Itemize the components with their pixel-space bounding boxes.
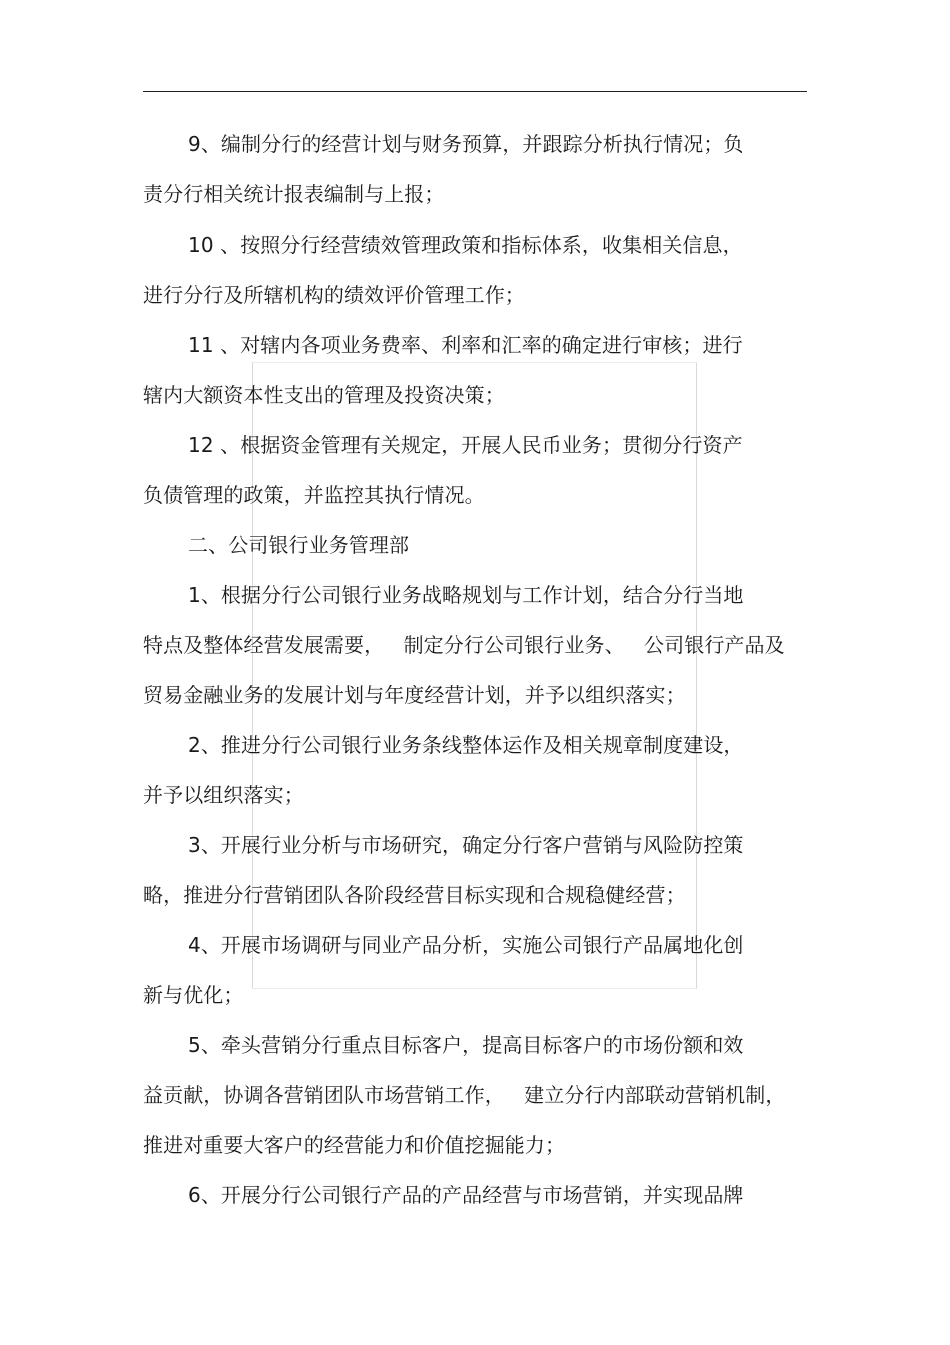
text-line: 进行分行及所辖机构的绩效评价管理工作； [143,283,525,307]
text-line: 辖内大额资本性支出的管理及投资决策； [143,383,505,407]
text-line: 责分行相关统计报表编制与上报； [143,182,445,206]
text-line: 10 、按照分行经营绩效管理政策和指标体系，收集相关信息， [188,233,743,257]
text-line: 12 、根据资金管理有关规定，开展人民币业务；贯彻分行资产 [188,433,743,457]
text-line: 2、推进分行公司银行业务条线整体运作及相关规章制度建设， [188,733,744,757]
text-line: 9、编制分行的经营计划与财务预算，并跟踪分析执行情况；负 [188,132,744,156]
section-heading: 二、公司银行业务管理部 [188,533,410,557]
text-line: 贸易金融业务的发展计划与年度经营计划，并予以组织落实； [143,683,686,707]
header-rule [143,91,807,92]
text-line: 益贡献，协调各营销团队市场营销工作， 建立分行内部联动营销机制， [143,1083,786,1107]
text-line: 11 、对辖内各项业务费率、利率和汇率的确定进行审核；进行 [188,333,743,357]
text-line: 略，推进分行营销团队各阶段经营目标实现和合规稳健经营； [143,883,686,907]
text-line: 4、开展市场调研与同业产品分析，实施公司银行产品属地化创 [188,933,744,957]
text-line: 特点及整体经营发展需要， 制定分行公司银行业务、 公司银行产品及 [143,633,785,657]
text-line: 6、开展分行公司银行产品的产品经营与市场营销，并实现品牌 [188,1183,744,1207]
text-line: 新与优化； [143,983,244,1007]
text-line: 并予以组织落实； [143,783,304,807]
text-line: 5、牵头营销分行重点目标客户，提高目标客户的市场份额和效 [188,1033,744,1057]
text-line: 3、开展行业分析与市场研究，确定分行客户营销与风险防控策 [188,833,744,857]
text-line: 推进对重要大客户的经营能力和价值挖掘能力； [143,1133,566,1157]
text-line: 负债管理的政策，并监控其执行情况。 [143,483,485,507]
text-line: 1、根据分行公司银行业务战略规划与工作计划，结合分行当地 [188,583,744,607]
